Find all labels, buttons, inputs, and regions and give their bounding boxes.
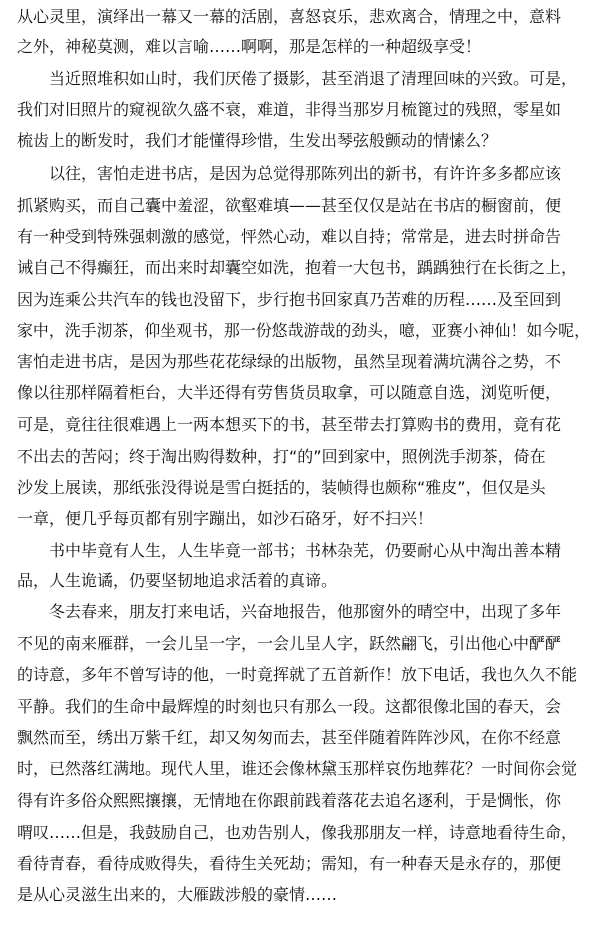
text-line: 从心灵里，演绎出一幕又一幕的活剧，喜怒哀乐，悲欢离合，情理之中，意料 xyxy=(17,7,562,26)
text-line: 看待青春，看待成败得失，看待生关死劫；需知，有一种春天是永存的，那便 xyxy=(17,854,562,873)
text-line: 不出去的苦闷；终于淘出购得数种，打“的”回到家中，照例洗手沏茶，倚在 xyxy=(17,447,546,466)
text-line: 有一种受到特殊强刺激的感觉，怦然心动，难以自持；常常是，进去时拼命告 xyxy=(17,227,562,246)
text-line: 时，已然落红满地。现代人里，谁还会像林黛玉那样哀伤地葬花？一时间你会觉 xyxy=(17,759,578,778)
text-line: 得有许多俗众熙熙攘攘，无情地在你跟前践着落花去追名逐利，于是惆怅，你 xyxy=(17,791,562,810)
text-line: 我们对旧照片的窥视欲久盛不衰，难道，非得当那岁月梳篦过的残照，零星如 xyxy=(17,100,562,119)
text-line: 是从心灵滋生出来的，大雁跋涉般的豪情…… xyxy=(17,885,338,904)
text-line: 的诗意，多年不曾写诗的他，一时竟挥就了五首新作！放下电话，我也久久不能 xyxy=(17,665,578,684)
paragraph-start-line: 当近照堆积如山时，我们厌倦了摄影，甚至消退了清理回味的兴致。可是， xyxy=(49,69,578,88)
paragraph-start-line: 以往，害怕走进书店，是因为总觉得那陈列出的新书，有许许多多都应该 xyxy=(49,164,562,183)
text-line: 平静。我们的生命中最辉煌的时刻也只有那么一段。这都很像北国的春天，会 xyxy=(17,697,562,716)
text-line: 飘然而至，绣出万紫千红，却又匆匆而去，甚至伴随着阵阵沙风，在你不经意 xyxy=(17,728,562,747)
text-line: 家中，洗手沏茶，仰坐观书，那一份悠哉游哉的劲头，噫，亚赛小神仙！如今呢， xyxy=(17,321,591,340)
text-line: 之外，神秘莫测，难以言喻……啊啊，那是怎样的一种超级享受！ xyxy=(17,37,482,56)
text-line: 像以往那样隔着柜台，大半还得有劳售货员取拿，可以随意自选，浏览听便， xyxy=(17,383,562,402)
text-line: 梳齿上的断发时，我们才能懂得珍惜，生发出琴弦般颤动的情愫么？ xyxy=(17,131,498,150)
text-line: 喟叹……但是，我鼓励自己，也劝告别人，像我那朋友一样，诗意地看待生命， xyxy=(17,823,578,842)
text-line: 抓紧购买，而自己囊中羞涩，欲壑难填——甚至仅仅是站在书店的橱窗前，便 xyxy=(17,196,562,215)
paragraph-start-line: 冬去春来，朋友打来电话，兴奋地报告，他那窗外的晴空中，出现了多年 xyxy=(49,602,562,621)
text-line: 不见的南来雁群，一会儿呈一字，一会儿呈人字，跃然翩飞，引出他心中酽酽 xyxy=(17,634,562,653)
paragraph-start-line: 书中毕竟有人生，人生毕竟一部书；书林杂芜，仍要耐心从中淘出善本精 xyxy=(49,541,562,560)
text-line: 一章，便几乎每页都有别字蹦出，如沙石硌牙，好不扫兴！ xyxy=(17,509,434,528)
text-line: 害怕走进书店，是因为那些花花绿绿的出版物，虽然呈现着满坑满谷之势，不 xyxy=(17,352,562,371)
text-line: 诫自己不得癫狂，而出来时却囊空如洗，抱着一大包书，踽踽独行在长街之上， xyxy=(17,258,578,277)
text-line: 沙发上展读，那纸张没得说是雪白挺括的，装帧得也颇称“雅皮”，但仅是头 xyxy=(17,478,546,497)
text-line: 因为连乘公共汽车的钱也没留下，步行抱书回家真乃苦难的历程……及至回到 xyxy=(17,290,562,309)
text-line: 品，人生诡谲，仍要坚韧地追求活着的真谛。 xyxy=(17,571,338,590)
text-line: 可是，竟往往很难遇上一两本想买下的书，甚至带去打算购书的费用，竟有花 xyxy=(17,415,562,434)
